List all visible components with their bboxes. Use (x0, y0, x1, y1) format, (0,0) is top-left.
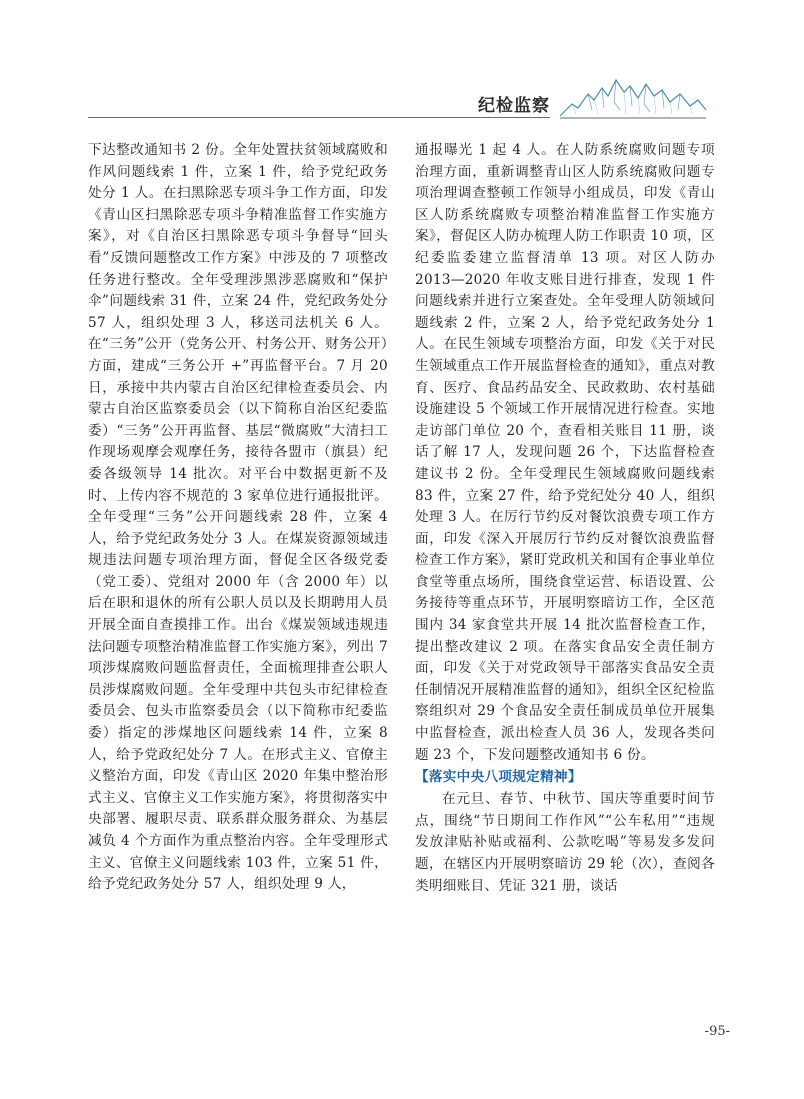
left-column (88, 140, 388, 896)
body-paragraph: 在元旦、春节、中秋节、国庆等重要时间节点，围绕“节日期间工作作风”“公车私用”“违规发放津贴补贴或福利、公款吃喝”等易发多发问题，在辖区内开展明察暗访 29 轮（次），查阅各类明细账目、凭证 321 册，谈话 (415, 791, 715, 894)
page-header (0, 0, 804, 130)
section-title: 纪检监察 (478, 96, 550, 116)
body-paragraph: 下达整改通知书 2 份。全年处置扶贫领域腐败和作风问题线索 1 件，立案 1 件，给予党纪政务处分 1 人。在扫黑除恶专项斗争工作方面，印发《青山区扫黑除恶专项斗争精准监督工作实施方案》，对《自治区扫黑除恶专项斗争督导“回头看”反馈问题整改工作方案》中涉及的 7 项整改任务进行整改。全年受理涉黑涉恶腐败和“保护伞”问题线索 31 件，立案 24 件，党纪政务处分 57 人，组织处理 3 人，移送司法机关 6 人。在“三务”公开（党务公开、村务公开、财务公开）方面，建成“三务公开 +”再监督平台。7 月 20 日，承接中共内蒙古自治区纪律检查委员会、内蒙古自治区监察委员会（以下简称自治区纪委监委）“三务”公开再监督、基层“微腐败”大清扫工作现场观摩会观摩任务，接待各盟市（旗县）纪委各级领导 14 批次。对平台中数据更新不及时、上传内容不规范的 3 家单位进行通报批评。全年受理“三务”公开问题线索 28 件，立案 4 人，给予党纪政务处分 3 人。在煤炭资源领域违规违法问题专项治理方面，督促全区各级党委（党工委）、党组对 2000 年（含 2000 年）以后在职和退休的所有公职人员以及长期聘用人员开展全面自查摸排工作。出台《煤炭领域违规违法问题专项整治精准监督工作实施方案》，列出 7 项涉煤腐败问题监督责任，全面梳理排查公职人员涉煤腐败问题。全年受理中共包头市纪律检查委员会、包头市监察委员会（以下简称市纪委监委）指定的涉煤地区问题线索 14 件，立案 8 人，给予党政纪处分 7 人。在形式主义、官僚主义整治方面，印发《青山区 2020 年集中整治形式主义、官僚主义工作实施方案》，将贯彻落实中央部署、履职尽责、联系群众服务群众、为基层减负 4 个方面作为重点整治内容。全年受理形式主义、官僚主义问题线索 103 件，立案 51 件，给予党纪政务处分 57 人，组织处理 9 人， (88, 142, 388, 893)
section-subheading: 【落实中央八项规定精神】 (415, 769, 582, 786)
body-paragraph: 通报曝光 1 起 4 人。在人防系统腐败问题专项治理方面，重新调整青山区人防系统腐败问题专项治理调查整顿工作领导小组成员，印发《青山区人防系统腐败专项整治精准监督工作实施方案》，督促区人防办梳理人防工作职责 10 项，区纪委监委建立监督清单 13 项。对区人防办 2013—2020 年收支账目进行排查，发现 1 件问题线索并进行立案查处。全年受理人防领域问题线索 2 件，立案 2 人，给予党纪政务处分 1 人。在民生领域专项整治方面，印发《关于对民生领域重点工作开展监督检查的通知》，重点对教育、医疗、食品药品安全、民政救助、农村基础设施建设 5 个领域工作开展情况进行检查。实地走访部门单位 20 个，查看相关账目 11 册，谈话了解 17 人，发现问题 26 个，下达监督检查建议书 2 份。全年受理民生领域腐败问题线索 83 件，立案 27 件，给予党纪处分 40 人，组织处理 3 人。在厉行节约反对餐饮浪费专项工作方面，印发《深入开展厉行节约反对餐饮浪费监督检查工作方案》，紧盯党政机关和国有企事业单位食堂等重点场所，围绕食堂运营、标语设置、公务接待等重点环节，开展明察暗访工作，全区范围内 34 家食堂共开展 14 批次监督检查工作，提出整改建议 2 项。在落实食品安全责任制方面，印发《关于对党政领导干部落实食品安全责任制情况开展精准监督的通知》，组织全区纪检监察组织对 29 个食品安全责任制成员单位开展集中监督检查，派出检查人员 36 人，发现各类问题 23 个，下发问题整改通知书 6 份。 (415, 142, 715, 763)
page-number: -95- (704, 1024, 730, 1039)
mountain-range-icon (558, 70, 708, 122)
right-column (415, 140, 715, 897)
